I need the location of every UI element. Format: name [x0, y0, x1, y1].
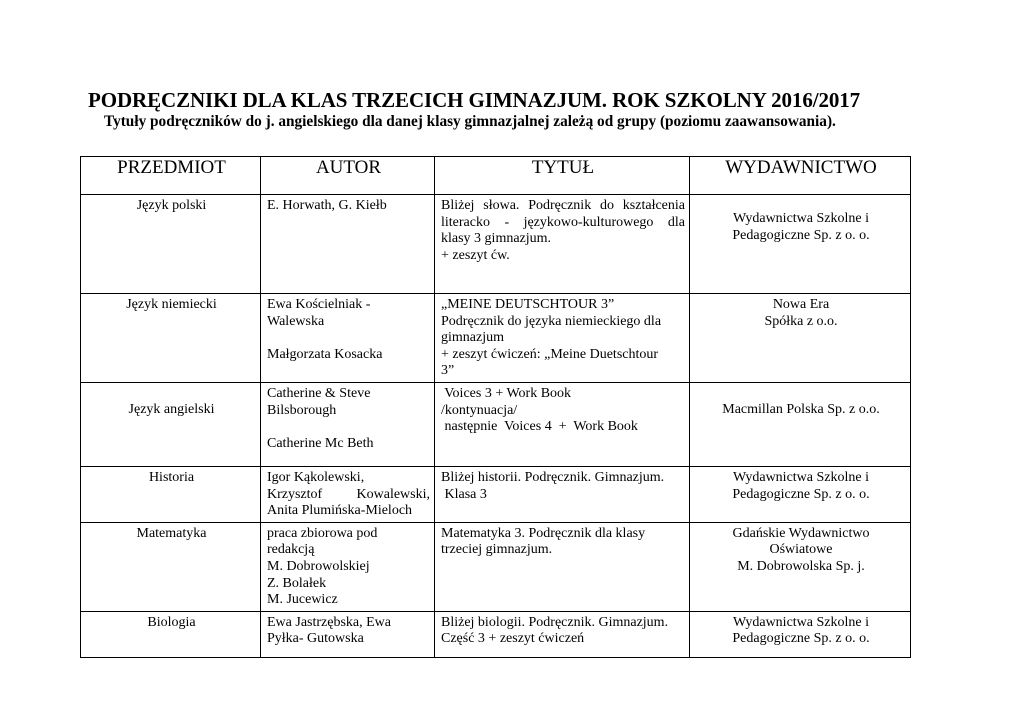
- cell-publisher: [690, 611, 911, 657]
- title-line: Podręcznik do języka niemieckiego dla: [441, 313, 662, 329]
- cell-title: [435, 294, 690, 383]
- header-subject: PRZEDMIOT: [81, 157, 261, 195]
- title-line: Matematyka 3. Podręcznik dla klasy: [441, 525, 646, 541]
- publisher-line: Macmillan Polska Sp. z o.o.: [722, 401, 880, 417]
- table-row: [81, 382, 911, 466]
- publisher-line: Wydawnictwa Szkolne i: [732, 211, 869, 226]
- title-line: Bliżej biologii. Podręcznik. Gimnazjum.: [441, 614, 669, 630]
- author-line: redakcją: [267, 542, 315, 558]
- cell-subject: Język polski: [81, 195, 261, 294]
- title-line: 3”: [441, 363, 455, 379]
- table-row: [81, 522, 911, 611]
- header-author: AUTOR: [261, 157, 435, 195]
- cell-publisher: [690, 294, 911, 383]
- title-line: klasy 3 gimnazjum.: [441, 231, 552, 247]
- author-line: Igor Kąkolewski,: [267, 469, 365, 485]
- cell-author: [261, 611, 435, 657]
- header-publisher: WYDAWNICTWO: [690, 157, 911, 195]
- title-line: Część 3 + zeszyt ćwiczeń: [441, 631, 585, 647]
- cell-subject: Historia: [81, 466, 261, 522]
- cell-subject: Matematyka: [81, 522, 261, 611]
- author-line: Catherine Mc Beth: [267, 435, 374, 451]
- cell-title: [435, 522, 690, 611]
- author-line: Anita Plumińska-Mieloch: [267, 503, 413, 519]
- header-title: TYTUŁ: [435, 157, 690, 195]
- line-gap: [267, 419, 430, 436]
- publisher-line: Pedagogiczne Sp. z o. o.: [732, 486, 870, 502]
- title-line: Klasa 3: [441, 486, 487, 502]
- author-line: E. Horwath, G. Kiełb: [267, 198, 387, 213]
- table-row: [81, 294, 911, 383]
- cell-author: [261, 466, 435, 522]
- title-line: „MEINE DEUTSCHTOUR 3”: [441, 297, 615, 312]
- cell-author: [261, 195, 435, 294]
- table-row: [81, 611, 911, 657]
- title-line: Bliżej słowa. Podręcznik do kształcenia: [441, 198, 685, 213]
- cell-subject: Język angielski: [81, 382, 261, 466]
- author-line: Z. Bolałek: [267, 575, 327, 591]
- cell-publisher: [690, 195, 911, 294]
- publisher-line: M. Dobrowolska Sp. j.: [737, 558, 865, 574]
- cell-author: [261, 382, 435, 466]
- author-line: praca zbiorowa pod: [267, 525, 378, 541]
- author-line: Bilsborough: [267, 402, 337, 418]
- title-line: Voices 3 + Work Book: [441, 385, 572, 401]
- cell-title: [435, 466, 690, 522]
- title-line: /kontynuacja/: [441, 402, 518, 418]
- title-line: Bliżej historii. Podręcznik. Gimnazjum.: [441, 469, 665, 485]
- cell-subject: Biologia: [81, 611, 261, 657]
- cell-publisher: [690, 382, 911, 466]
- title-line: literacko - językowo-kulturowego dla: [441, 214, 685, 230]
- author-line: Walewska: [267, 313, 325, 329]
- page-subtitle: Tytuły podręczników do j. angielskiego dla danej klasy gimnazjalnej zależą od grupy (poziomu zaawansowania).: [104, 113, 836, 130]
- publisher-line: Gdańskie Wydawnictwo: [732, 525, 870, 541]
- cell-author: [261, 294, 435, 383]
- publisher-line: Nowa Era: [772, 297, 830, 312]
- cell-author: [261, 522, 435, 611]
- title-line: + zeszyt ćwiczeń: „Meine Duetschtour: [441, 346, 659, 362]
- page-title: PODRĘCZNIKI DLA KLAS TRZECICH GIMNAZJUM. ROK SZKOLNY 2016/2017: [88, 88, 861, 112]
- textbook-table: [80, 156, 911, 658]
- table-header-row: [81, 157, 911, 195]
- publisher-line: Pedagogiczne Sp. z o. o.: [732, 631, 870, 647]
- author-line: M. Dobrowolskiej: [267, 558, 370, 574]
- author-line: Ewa Jastrzębska, Ewa: [267, 614, 392, 630]
- publisher-line: Spółka z o.o.: [764, 313, 838, 329]
- cell-publisher: [690, 466, 911, 522]
- table-row: [81, 195, 911, 294]
- publisher-line: Pedagogiczne Sp. z o. o.: [732, 227, 870, 243]
- cell-title: [435, 611, 690, 657]
- author-line: Ewa Kościelniak -: [267, 297, 371, 312]
- cell-subject: Język niemiecki: [81, 294, 261, 383]
- publisher-line: Oświatowe: [769, 542, 833, 558]
- title-line: + zeszyt ćw.: [441, 247, 510, 263]
- title-line: trzeciej gimnazjum.: [441, 542, 553, 558]
- author-line: M. Jucewicz: [267, 592, 338, 608]
- title-line: następnie Voices 4 + Work Book: [441, 419, 638, 435]
- author-line: Pyłka- Gutowska: [267, 631, 364, 647]
- author-line: Małgorzata Kosacka: [267, 346, 383, 362]
- cell-title: [435, 195, 690, 294]
- cell-publisher: [690, 522, 911, 611]
- line-gap: [267, 330, 430, 347]
- author-line: Catherine & Steve: [267, 385, 371, 401]
- publisher-line: Wydawnictwa Szkolne i: [732, 614, 869, 630]
- title-line: gimnazjum: [441, 330, 504, 346]
- table-row: [81, 466, 911, 522]
- publisher-line: Wydawnictwa Szkolne i: [732, 469, 869, 485]
- cell-title: [435, 382, 690, 466]
- author-line: Krzysztof Kowalewski,: [267, 486, 430, 502]
